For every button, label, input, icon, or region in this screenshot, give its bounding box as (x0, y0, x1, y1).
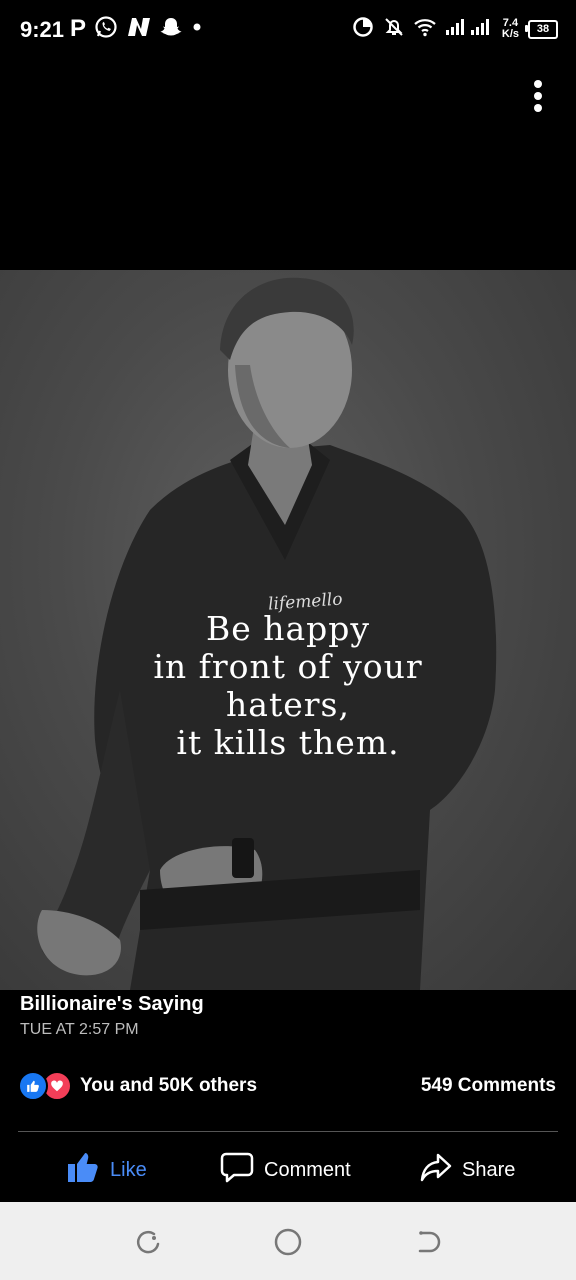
dot-indicator (190, 20, 204, 39)
share-icon (420, 1152, 452, 1188)
status-time: 9:21 (20, 17, 65, 42)
post-timestamp: TUE AT 2:57 PM (20, 1021, 139, 1038)
like-label: Like (110, 1158, 147, 1181)
home-button[interactable] (272, 1226, 304, 1258)
battery-level: 38 (536, 23, 550, 35)
status-bar (0, 0, 576, 58)
reactions-summary[interactable] (18, 1071, 257, 1101)
network-speed-value: 7.4 (502, 17, 519, 29)
comment-icon (220, 1150, 254, 1190)
home-icon (273, 1227, 303, 1257)
more-vertical-icon (534, 80, 542, 88)
network-speed (502, 18, 519, 40)
quote-line: Be happy (205, 609, 371, 648)
network-speed-unit: K/s (501, 28, 519, 40)
more-options-button[interactable] (522, 76, 554, 116)
like-button[interactable] (66, 1150, 147, 1190)
recents-button[interactable] (132, 1226, 164, 1258)
n-icon (126, 16, 152, 43)
battery-icon (528, 20, 558, 39)
post-actions (0, 1142, 576, 1198)
back-icon (414, 1228, 442, 1256)
quote-text (0, 610, 576, 762)
thumbs-up-icon (66, 1151, 100, 1189)
like-reaction-icon (18, 1071, 48, 1101)
share-button[interactable] (420, 1150, 515, 1190)
comment-button[interactable] (220, 1150, 351, 1190)
divider (18, 1131, 558, 1132)
whatsapp-icon (94, 15, 118, 44)
wifi-icon (414, 17, 436, 42)
mute-icon (383, 16, 405, 43)
post-image[interactable] (0, 270, 576, 990)
signal-icon (445, 17, 493, 42)
back-button[interactable] (412, 1226, 444, 1258)
post-author[interactable]: Billionaire's Saying (20, 993, 204, 1015)
share-label: Share (462, 1158, 516, 1181)
quote-line: haters, (226, 685, 350, 724)
comments-count[interactable]: 549 Comments (420, 1075, 556, 1096)
p-icon: P (70, 15, 87, 42)
recents-icon (134, 1228, 162, 1256)
quote-line: it kills them. (176, 723, 400, 762)
quote-line: in front of your (153, 647, 423, 686)
system-nav-bar (0, 1202, 576, 1280)
snapchat-icon (160, 16, 182, 43)
data-saver-icon (352, 16, 374, 43)
watermark: lifemello (267, 589, 344, 615)
comment-label: Comment (264, 1158, 351, 1181)
reactions-text: You and 50K others (80, 1075, 258, 1096)
